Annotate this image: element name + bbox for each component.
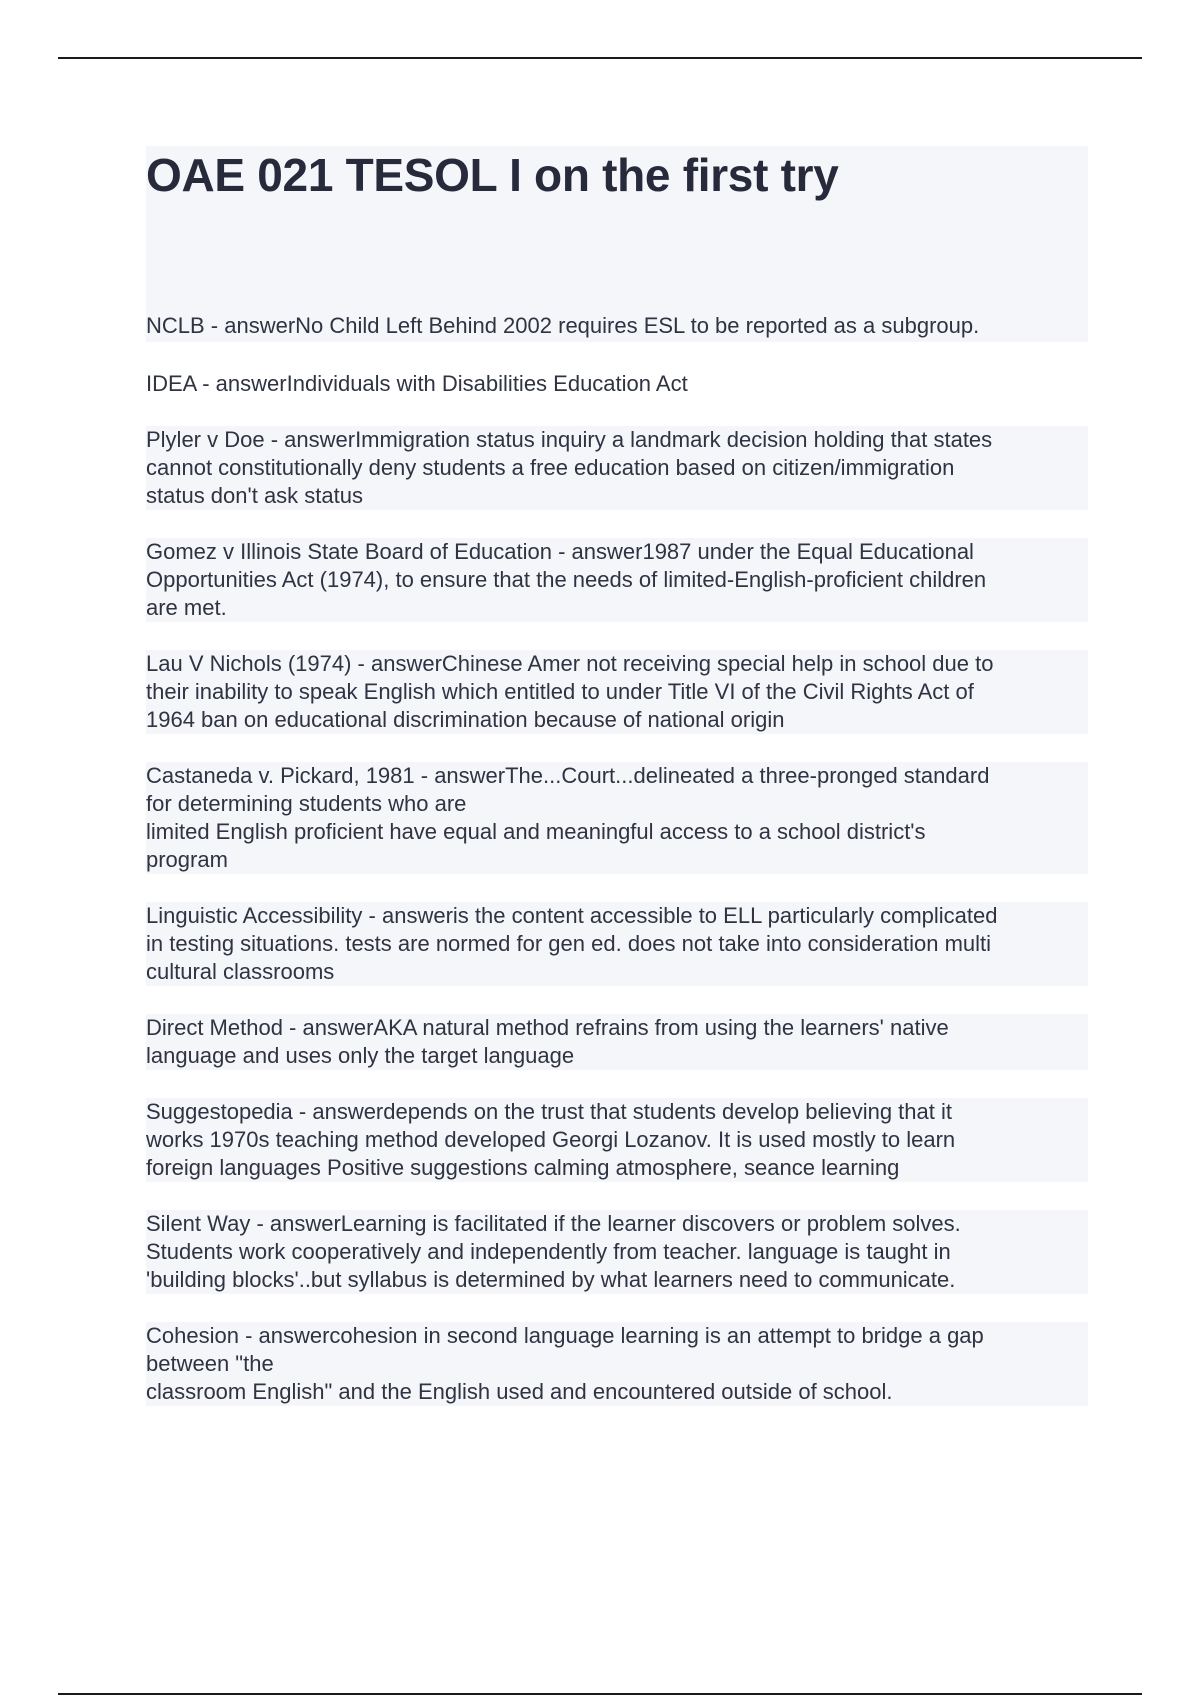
qa-item-direct-method: Direct Method - answerAKA natural method refrains from using the learners' native language and uses only the target language (146, 1014, 1088, 1070)
page-title: OAE 021 TESOL I on the first try (146, 149, 839, 201)
qa-item-nclb: NCLB - answerNo Child Left Behind 2002 requires ESL to be reported as a subgroup. (146, 313, 980, 338)
qa-item-lau: Lau V Nichols (1974) - answerChinese Amer not receiving special help in school due to their inability to speak English which entitled to under Title VI of the Civil Rights Act of 1964 ban on educational discrimination because of national origin (146, 650, 1088, 734)
document-body (146, 146, 1088, 1406)
qa-item-linguistic-accessibility: Linguistic Accessibility - answeris the content accessible to ELL particularly complicated in testing situations. tests are normed for gen ed. does not take into consideration multi cultural classrooms (146, 902, 1088, 986)
qa-item-idea: IDEA - answerIndividuals with Disabilities Education Act (146, 371, 688, 396)
qa-item-plyler: Plyler v Doe - answerImmigration status inquiry a landmark decision holding that states cannot constitutionally deny students a free education based on citizen/immigration status don't ask status (146, 426, 1088, 510)
qa-item-gomez: Gomez v Illinois State Board of Education - answer1987 under the Equal Educational Opportunities Act (1974), to ensure that the needs of limited-English-proficient children are met. (146, 538, 1088, 622)
qa-item-cohesion: Cohesion - answercohesion in second language learning is an attempt to bridge a gap between "the classroom English" and the English used and encountered outside of school. (146, 1322, 1088, 1406)
top-rule (58, 57, 1142, 59)
qa-item-castaneda: Castaneda v. Pickard, 1981 - answerThe...Court...delineated a three-pronged standard for determining students who are limited English proficient have equal and meaningful access to a school district's program (146, 762, 1088, 874)
title-block (146, 146, 1088, 342)
qa-item-suggestopedia: Suggestopedia - answerdepends on the trust that students develop believing that it works 1970s teaching method developed Georgi Lozanov. It is used mostly to learn foreign languages Positive suggestions calming atmosphere, seance learning (146, 1098, 1088, 1182)
bottom-rule (58, 1693, 1142, 1695)
qa-item-silent-way: Silent Way - answerLearning is facilitated if the learner discovers or problem solves. Students work cooperatively and independently from teacher. language is taught in 'building blocks'..but syllabus is determined by what learners need to communicate. (146, 1210, 1088, 1294)
